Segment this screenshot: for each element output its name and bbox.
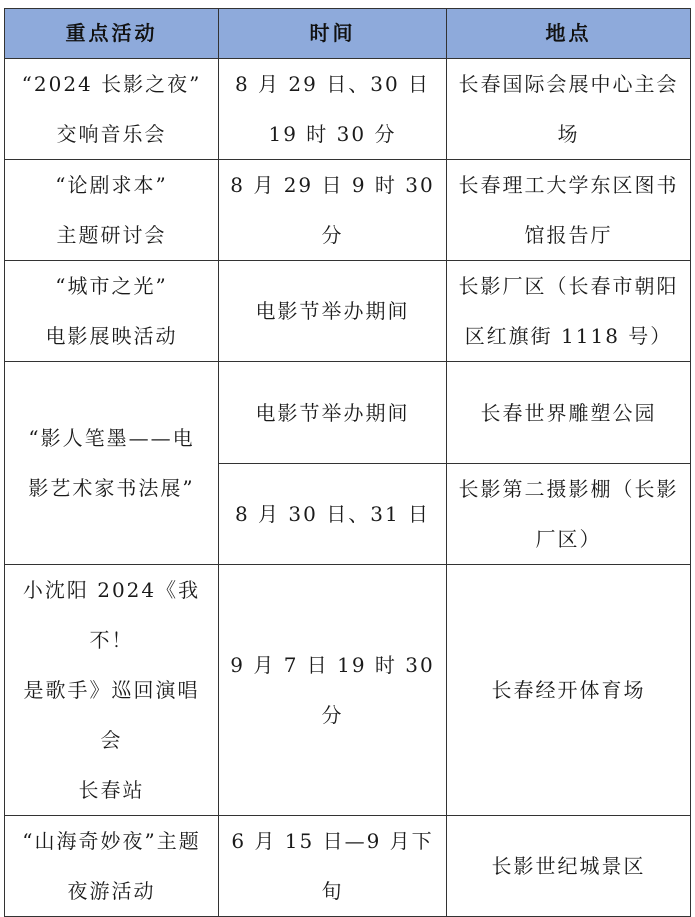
activity-cell: [5, 362, 219, 565]
time-line: 电影节举办期间: [255, 299, 410, 323]
location-line: 长春国际会展中心主会: [458, 72, 679, 96]
activity-cell: [5, 816, 219, 917]
activity-line: 交响音乐会: [56, 122, 167, 146]
activity-line: “影人笔墨——电: [28, 426, 195, 450]
location-line: 长春世界雕塑公园: [480, 400, 657, 425]
time-cell: [219, 261, 447, 362]
time-line: 电影节举办期间: [255, 400, 410, 425]
location-cell: [447, 565, 691, 816]
time-line: 19 时 30 分: [268, 122, 397, 146]
time-cell: [219, 816, 447, 917]
time-cell: [219, 362, 447, 464]
time-line: 6 月 15 日—9 月下旬: [231, 829, 434, 903]
location-cell: [447, 816, 691, 917]
time-cell: [219, 59, 447, 160]
location-line: 长春理工大学东区图书: [458, 173, 679, 197]
time-line: 9 月 7 日 19 时 30 分: [230, 653, 435, 727]
table-row: [5, 816, 691, 917]
location-line: 区红旗街 1118 号）: [464, 324, 673, 348]
events-table: [4, 8, 691, 917]
location-cell: [447, 261, 691, 362]
table-row: [5, 59, 691, 160]
activity-line: 长春站: [78, 778, 145, 802]
location-line: 馆报告厅: [524, 223, 613, 247]
activity-line: 小沈阳 2024《我不！: [22, 578, 201, 652]
activity-line: 夜游活动: [67, 879, 156, 903]
time-line: 8 月 29 日 9 时 30 分: [230, 173, 435, 247]
activity-line: 影艺术家书法展”: [28, 476, 195, 500]
activity-line: 主题研讨会: [56, 223, 167, 247]
activity-cell: [5, 160, 219, 261]
activity-cell: [5, 565, 219, 816]
activity-line: “2024 长影之夜”: [21, 72, 202, 96]
location-cell: [447, 464, 691, 565]
activity-line: 是歌手》巡回演唱会: [23, 678, 200, 752]
time-cell: [219, 464, 447, 565]
activity-line: “论剧求本”: [55, 173, 168, 197]
table-row: [5, 362, 691, 464]
time-line: 8 月 30 日、31 日: [234, 502, 431, 526]
location-line: 厂区）: [535, 527, 602, 551]
activity-line: “山海奇妙夜”主题: [22, 829, 201, 853]
location-cell: [447, 59, 691, 160]
table-header-row: [5, 9, 691, 59]
table-row: [5, 160, 691, 261]
location-line: 长影第二摄影棚（长影: [458, 477, 679, 501]
activity-cell: [5, 59, 219, 160]
header-activity: 重点活动: [5, 9, 219, 59]
time-cell: [219, 565, 447, 816]
location-line: 长春经开体育场: [491, 678, 646, 702]
activity-cell: [5, 261, 219, 362]
location-cell: [447, 160, 691, 261]
activity-line: 电影展映活动: [45, 324, 178, 348]
header-location: 地点: [447, 9, 691, 59]
location-line: 长影厂区（长春市朝阳: [458, 274, 679, 298]
location-line: 场: [557, 122, 580, 146]
time-line: 8 月 29 日、30 日: [234, 72, 431, 96]
activity-line: “城市之光”: [55, 274, 168, 298]
table-row: [5, 565, 691, 816]
header-time: 时间: [219, 9, 447, 59]
location-cell: [447, 362, 691, 464]
table-row: [5, 261, 691, 362]
time-cell: [219, 160, 447, 261]
location-line: 长影世纪城景区: [491, 854, 646, 878]
